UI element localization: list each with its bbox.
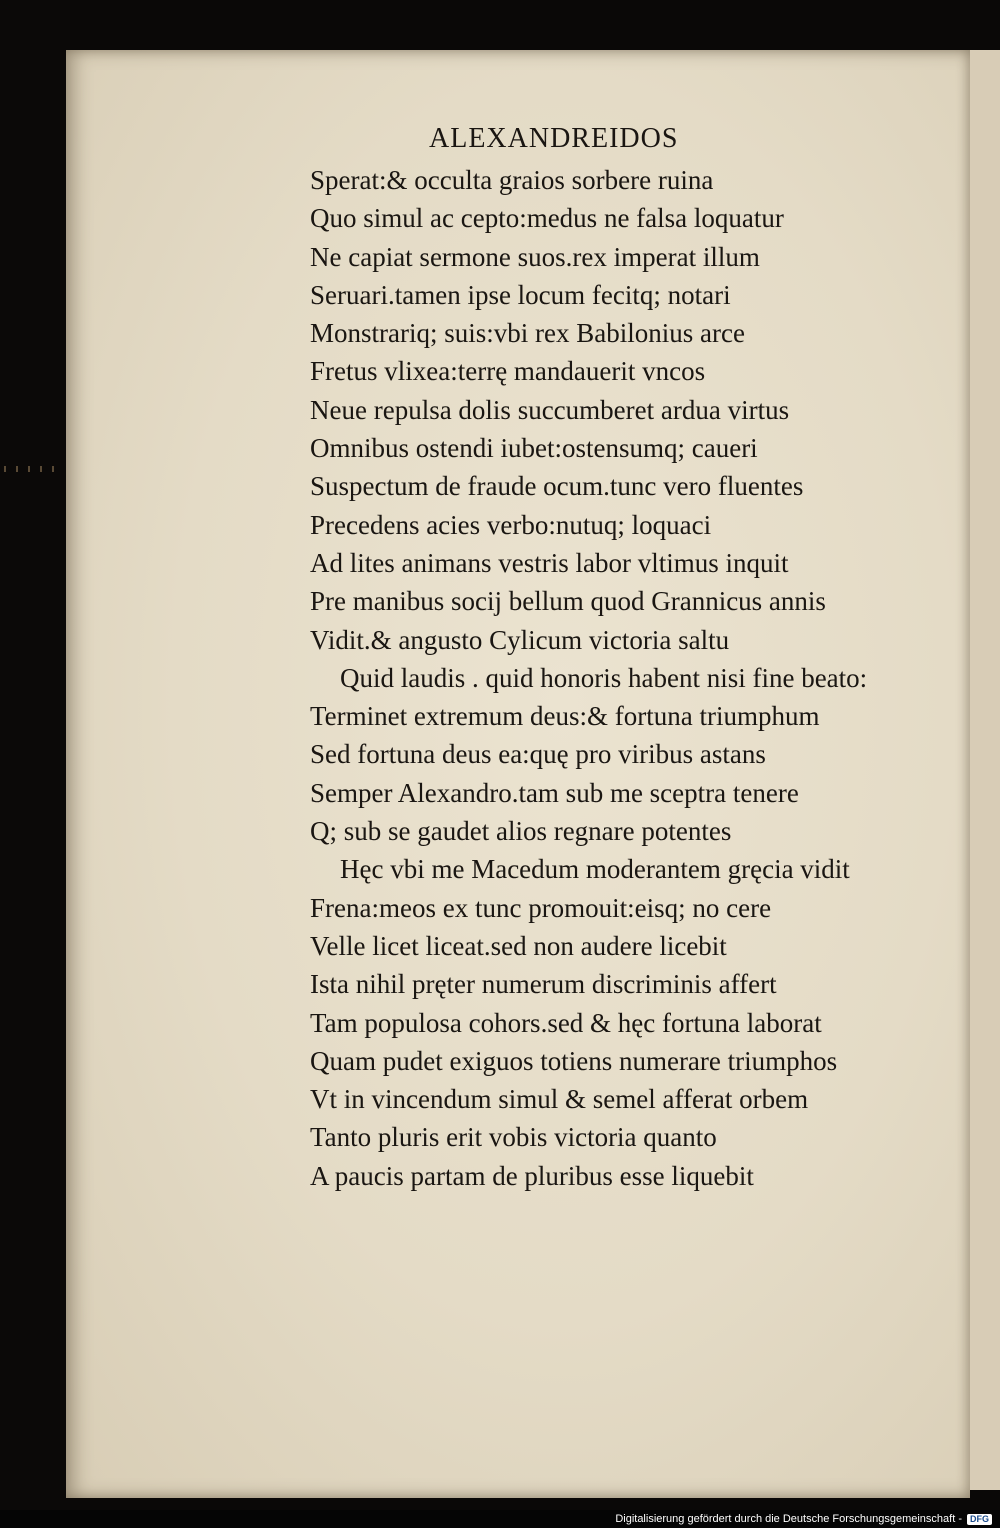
verse-line: Velle licet liceat.sed non audere licebit (310, 930, 727, 961)
verse-line: Vidit.& angusto Cylicum victoria saltu (310, 624, 730, 655)
running-head: ALEXANDREIDOS (429, 123, 679, 154)
verse-line: Monstrariq; suis:vbi rex Babilonius arce (310, 318, 745, 349)
verse-line: Hęc vbi me Macedum moderantem gręcia vidit (340, 854, 850, 885)
verse-text (310, 161, 867, 1195)
book-spine (0, 0, 70, 1510)
verse-line: Omnibus ostendi iubet:ostensumq; caueri (310, 433, 758, 464)
verse-line: Q; sub se gaudet alios regnare potentes (310, 816, 732, 847)
verse-line: Tanto pluris erit vobis victoria quanto (310, 1122, 717, 1153)
verse-line: Frena:meos ex tunc promouit:eisq; no cere (310, 892, 772, 923)
facing-page-edge (970, 50, 1000, 1490)
verse-line: Neue repulsa dolis succumberet ardua virtus (310, 394, 790, 425)
verse-line: A paucis partam de pluribus esse liquebit (310, 1160, 754, 1191)
verse-line: Fretus vlixea:terrę mandauerit vncos (310, 356, 706, 387)
verse-line: Ne capiat sermone suos.rex imperat illum (310, 241, 760, 272)
verse-line: Precedens acies verbo:nutuq; loquaci (310, 509, 712, 540)
verse-line: Quid laudis . quid honoris habent nisi fine beato: (340, 662, 868, 693)
verse-line: Tam populosa cohors.sed & hęc fortuna laborat (310, 1007, 822, 1038)
binding-stitches (4, 466, 60, 472)
verse-line: Pre manibus socij bellum quod Grannicus annis (310, 586, 826, 617)
footer-credit (615, 1510, 992, 1528)
verse-line: Vt in vincendum simul & semel afferat orbem (310, 1084, 809, 1115)
verse-line: Quo simul ac cepto:medus ne falsa loquatur (310, 203, 784, 234)
dfg-logo: DFG (967, 1514, 992, 1525)
verse-line: Seruari.tamen ipse locum fecitq; notari (310, 279, 731, 310)
verse-line: Ista nihil pręter numerum discriminis affert (310, 969, 777, 1000)
verse-line: Quam pudet exiguos totiens numerare triumphos (310, 1045, 838, 1076)
verse-line: Sed fortuna deus ea:quę pro viribus astans (310, 739, 766, 770)
verse-line: Sperat:& occulta graios sorbere ruina (310, 165, 714, 195)
funding-credit-text: Digitalisierung gefördert durch die Deutsche Forschungsgemeinschaft - (615, 1513, 962, 1525)
verse-line: Terminet extremum deus:& fortuna triumphum (310, 701, 820, 732)
verse-line: Ad lites animans vestris labor vltimus inquit (310, 547, 789, 578)
verse-line: Suspectum de fraude ocum.tunc vero fluentes (310, 471, 804, 502)
book-page (66, 50, 970, 1498)
verse-line: Semper Alexandro.tam sub me sceptra tenere (310, 777, 799, 808)
